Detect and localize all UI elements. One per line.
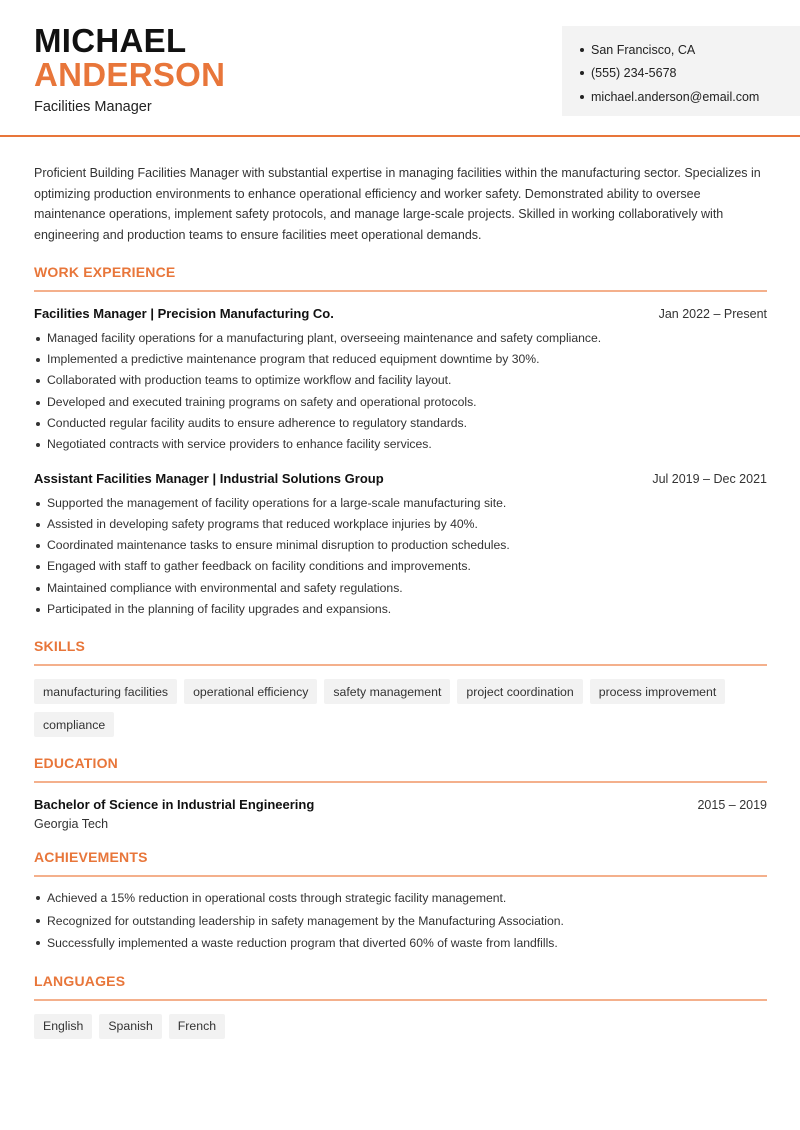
contact-location-text: San Francisco, CA — [591, 42, 696, 57]
contact-box — [562, 26, 800, 116]
section-title-skills: SKILLS — [34, 638, 767, 666]
last-name: ANDERSON — [34, 56, 226, 93]
job-bullets — [34, 493, 767, 621]
bullet-icon — [580, 48, 584, 52]
list-item: Managed facility operations for a manufacturing plant, overseeing maintenance and safety compliance. — [34, 328, 767, 349]
list-item: Conducted regular facility audits to ensure adherence to regulatory standards. — [34, 413, 767, 434]
job-bullets — [34, 328, 767, 456]
section-title-education: EDUCATION — [34, 755, 767, 783]
job-role: Facilities Manager | Precision Manufacturing Co. — [34, 305, 334, 321]
section-title-experience: WORK EXPERIENCE — [34, 264, 767, 292]
skill-tags — [34, 679, 754, 737]
list-item: Maintained compliance with environmental and safety regulations. — [34, 578, 767, 599]
job-role: Assistant Facilities Manager | Industrial Solutions Group — [34, 470, 384, 486]
job-entry — [34, 306, 767, 456]
list-item: Collaborated with production teams to optimize workflow and facility layout. — [34, 370, 767, 391]
list-item: Supported the management of facility operations for a large-scale manufacturing site. — [34, 493, 767, 514]
list-item: Assisted in developing safety programs that reduced workplace injuries by 40%. — [34, 514, 767, 535]
education-dates: 2015 – 2019 — [697, 798, 767, 813]
job-dates: Jul 2019 – Dec 2021 — [652, 471, 767, 486]
list-item: Negotiated contracts with service providers to enhance facility services. — [34, 434, 767, 455]
summary: Proficient Building Facilities Manager with substantial expertise in managing facilities within the manufacturing sector. Specializes in optimizing production environments to enhance operational efficiency and worker safety. Demonstrated ability to oversee maintenance operations, implement safety protocols, and manage large-scale projects. Skilled in working collaboratively with engineering and production teams to ensure facilities meet operational demands. — [34, 166, 761, 243]
contact-phone — [580, 62, 800, 86]
education-entry — [34, 797, 767, 831]
list-item: Participated in the planning of facility upgrades and expansions. — [34, 599, 767, 620]
list-item: Recognized for outstanding leadership in safety management by the Manufacturing Association. — [34, 910, 767, 933]
list-item: Successfully implemented a waste reduction program that diverted 60% of waste from landfills. — [34, 932, 767, 955]
work-experience-section — [34, 264, 767, 621]
language-tag: French — [169, 1014, 225, 1039]
first-name: MICHAEL — [34, 22, 187, 59]
skill-tag: safety management — [324, 679, 450, 704]
language-tag: English — [34, 1014, 92, 1039]
job-dates: Jan 2022 – Present — [658, 306, 767, 321]
skill-tag: process improvement — [590, 679, 726, 704]
achievements-section — [34, 849, 767, 955]
resume-content — [34, 163, 767, 1039]
school: Georgia Tech — [34, 817, 109, 832]
list-item: Engaged with staff to gather feedback on facility conditions and improvements. — [34, 556, 767, 577]
section-title-languages: LANGUAGES — [34, 973, 767, 1001]
resume-header — [0, 0, 800, 137]
skill-tag: project coordination — [457, 679, 582, 704]
contact-location — [580, 38, 800, 62]
skill-tag: manufacturing facilities — [34, 679, 177, 704]
skill-tag: compliance — [34, 712, 114, 737]
list-item: Implemented a predictive maintenance program that reduced equipment downtime by 30%. — [34, 349, 767, 370]
list-item: Coordinated maintenance tasks to ensure minimal disruption to production schedules. — [34, 535, 767, 556]
job-title: Facilities Manager — [34, 99, 152, 115]
achievement-list — [34, 887, 767, 955]
contact-email — [580, 85, 800, 109]
contact-email-text: michael.anderson@email.com — [591, 89, 760, 104]
job-entry — [34, 471, 767, 621]
language-tags — [34, 1014, 754, 1039]
bullet-icon — [580, 71, 584, 75]
bullet-icon — [580, 95, 584, 99]
section-title-achievements: ACHIEVEMENTS — [34, 849, 767, 877]
list-item: Developed and executed training programs on safety and operational protocols. — [34, 392, 767, 413]
language-tag: Spanish — [99, 1014, 161, 1039]
languages-section — [34, 973, 767, 1039]
list-item: Achieved a 15% reduction in operational costs through strategic facility management. — [34, 887, 767, 910]
contact-phone-text: (555) 234-5678 — [591, 66, 677, 81]
skill-tag: operational efficiency — [184, 679, 317, 704]
skills-section — [34, 638, 767, 737]
degree: Bachelor of Science in Industrial Engineering — [34, 797, 315, 813]
education-section — [34, 755, 767, 831]
